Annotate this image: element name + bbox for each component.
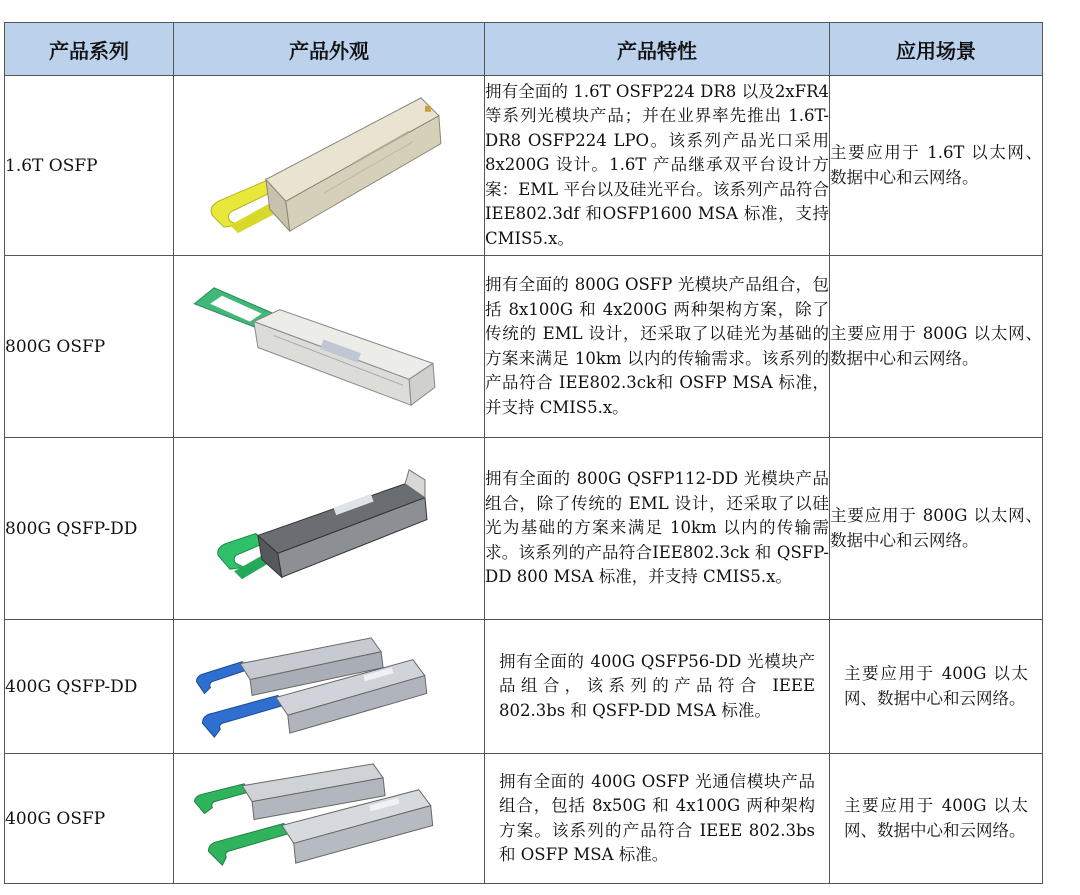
qsfp-dd-module-green-pull-tab-icon — [174, 438, 484, 619]
header-features: 产品特性 — [485, 23, 830, 76]
product-image-cell — [174, 620, 485, 754]
product-image-cell — [174, 754, 485, 884]
osfp-module-green-pull-tab-icon — [174, 256, 484, 437]
applications-cell: 主要应用于 1.6T 以太网、数据中心和云网络。 — [830, 76, 1043, 256]
series-cell: 800G QSFP-DD — [5, 438, 174, 620]
product-image-cell — [174, 256, 485, 438]
table-row — [5, 754, 1043, 884]
table-row — [5, 256, 1043, 438]
series-cell: 400G OSFP — [5, 754, 174, 884]
series-cell: 400G QSFP-DD — [5, 620, 174, 754]
header-series: 产品系列 — [5, 23, 174, 76]
applications-cell: 主要应用于 400G 以太网、数据中心和云网络。 — [830, 620, 1043, 754]
series-cell: 800G OSFP — [5, 256, 174, 438]
series-cell: 1.6T OSFP — [5, 76, 174, 256]
table-row — [5, 438, 1043, 620]
table-row — [5, 620, 1043, 754]
product-table — [4, 22, 1043, 884]
features-cell: 拥有全面的 400G QSFP56-DD 光模块产品组合，该系列的产品符合 IEEE 802.3bs 和 QSFP-DD MSA 标准。 — [485, 620, 830, 754]
table-row — [5, 76, 1043, 256]
header-appearance: 产品外观 — [174, 23, 485, 76]
product-image-cell — [174, 76, 485, 256]
table-header-row — [5, 23, 1043, 76]
applications-cell: 主要应用于 800G 以太网、数据中心和云网络。 — [830, 256, 1043, 438]
applications-cell: 主要应用于 800G 以太网、数据中心和云网络。 — [830, 438, 1043, 620]
features-cell: 拥有全面的 800G QSFP112-DD 光模块产品组合，除了传统的 EML 设计，还采取了以硅光为基础的方案来满足 10km 以内的传输需求。该系列的产品符合IEE802.3ck 和 QSFP-DD 800 MSA 标准，并支持 CMIS5.x。 — [485, 438, 830, 620]
qsfp56-dd-modules-blue-pull-tab-icon — [174, 620, 484, 753]
features-cell: 拥有全面的 800G OSFP 光模块产品组合，包括 8x100G 和 4x200G 两种架构方案，除了传统的 EML 设计，还采取了以硅光为基础的方案来满足 10km 以内的传输需求。该系列的产品符合 IEE802.3ck和 OSFP MSA 标准，并支持 CMIS5.x。 — [485, 256, 830, 438]
product-image-cell — [174, 438, 485, 620]
applications-cell: 主要应用于 400G 以太网、数据中心和云网络。 — [830, 754, 1043, 884]
osfp-module-yellow-pull-tab-icon — [174, 76, 484, 255]
header-applications: 应用场景 — [830, 23, 1043, 76]
osfp-modules-green-pull-tab-icon — [174, 754, 484, 883]
features-cell: 拥有全面的 1.6T OSFP224 DR8 以及2xFR4 等系列光模块产品；并在业界率先推出 1.6T-DR8 OSFP224 LPO。该系列产品光口采用 8x200G 设计。1.6T 产品继承双平台设计方案：EML 平台以及硅光平台。该系列产品符合 IEE802.3df 和OSFP1600 MSA 标准，支持 CMIS5.x。 — [485, 76, 830, 256]
features-cell: 拥有全面的 400G OSFP 光通信模块产品组合，包括 8x50G 和 4x100G 两种架构方案。该系列的产品符合 IEEE 802.3bs 和 OSFP MSA 标准。 — [485, 754, 830, 884]
